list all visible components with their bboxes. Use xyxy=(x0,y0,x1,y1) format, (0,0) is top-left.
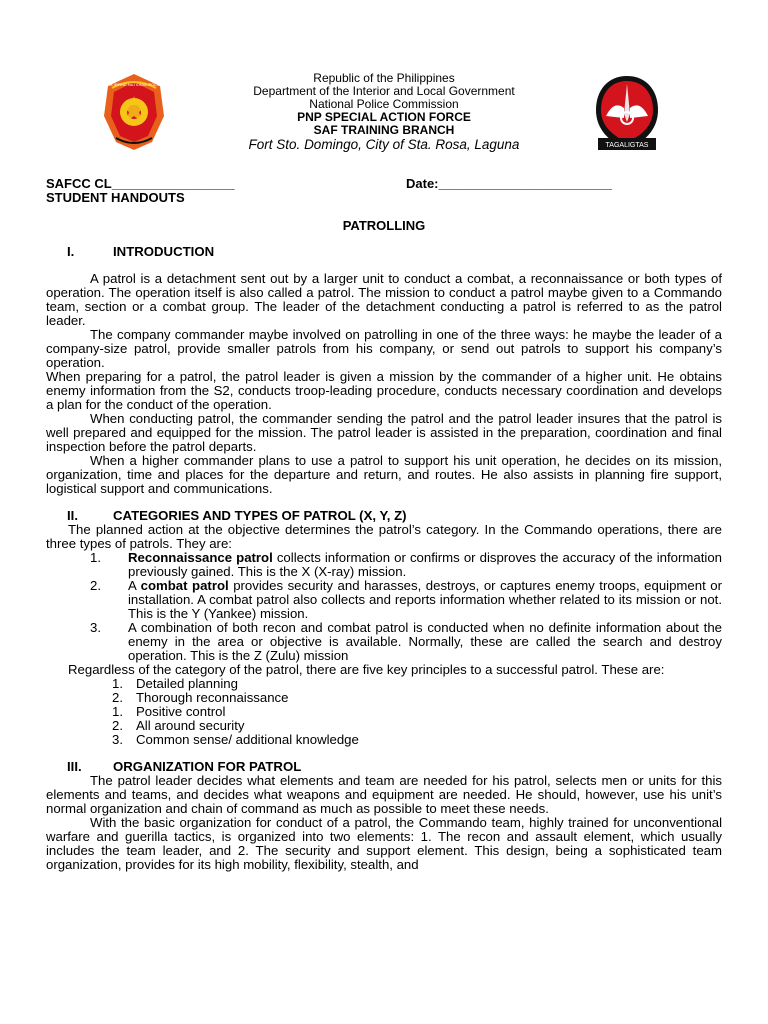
section-number: I. xyxy=(67,244,75,259)
item-text: A xyxy=(128,578,141,593)
list-number: 2. xyxy=(112,690,123,705)
list-item xyxy=(46,551,722,579)
list-item xyxy=(46,579,722,621)
list-number: 1. xyxy=(90,550,101,565)
paragraph xyxy=(46,663,722,677)
list-item xyxy=(46,719,722,733)
section-heading-organization xyxy=(46,760,722,774)
item-text: collects information or confirms or disproves the accuracy of the information previously gained. This is the X (X-ray) mission. xyxy=(128,550,722,579)
list-number: 2. xyxy=(90,578,101,593)
logo-left-lettering: PHILIPPINE NATIONAL POLICE xyxy=(104,82,164,87)
list-item xyxy=(46,691,722,705)
list-number: 1. xyxy=(112,704,123,719)
list-number: 1. xyxy=(112,676,123,691)
section-number: II. xyxy=(67,508,78,523)
header-branch: SAF TRAINING BRANCH xyxy=(313,123,455,137)
class-field: SAFCC CL_________________ xyxy=(46,176,235,191)
item-text: A combination of both recon and combat patrol is conducted when no definite information about the enemy in the area or objective is available. Normally, these are called the search and destroy operation. This is the Z (Zulu) mission xyxy=(128,620,722,663)
section-heading-categories xyxy=(46,509,722,523)
paragraph: The planned action at the objective determines the patrol’s category. In the Commando operations, there are three types of patrols. They are: xyxy=(46,522,722,551)
section-title: CATEGORIES AND TYPES OF PATROL (X, Y, Z) xyxy=(113,508,407,523)
paragraph: The patrol leader decides what elements and team are needed for his patrol, selects men or units for this elements and teams, and decides what weapons and equipment are needed. He should, however, use his unit’s normal organization and chain of command as much as possible to meet these needs. xyxy=(46,773,722,816)
header-commission: National Police Commission xyxy=(309,97,459,111)
paragraph: When preparing for a patrol, the patrol leader is given a mission by the commander of a higher unit. He obtains enemy information from the S2, conducts troop-leading procedure, conducts necessary coordination and develops a plan for the conduct of the operation. xyxy=(46,369,722,412)
item-text: provides security and harasses, destroys, or captures enemy troops, equipment or installation. A combat patrol also collects and reports information whether related to its mission or not. This is the Y (Yankee) mission. xyxy=(128,578,722,621)
principles-intro: Regardless of the category of the patrol, there are five key principles to a successful patrol. These are: xyxy=(68,662,665,677)
list-number: 3. xyxy=(90,620,101,635)
section-number: III. xyxy=(67,759,82,774)
letterhead xyxy=(180,72,588,153)
item-term: combat patrol xyxy=(140,578,229,593)
paragraph: A patrol is a detachment sent out by a larger unit to conduct a combat, a reconnaissance or both types of operation. The operation itself is also called a patrol. The mission to conduct a patrol maybe given to a Commando team, section or a combat group. The leader of the detachment conducting a patrol is referred to as the patrol leader. xyxy=(46,271,722,328)
header-address: Fort Sto. Domingo, City of Sta. Rosa, Laguna xyxy=(248,137,520,152)
list-item xyxy=(46,705,722,719)
principles-list xyxy=(46,677,722,747)
paragraph: When a higher commander plans to use a patrol to support his unit operation, he decides on its mission, organization, time and places for the departure and return, and routes. He also assists in planning fire support, logistical support and communications. xyxy=(46,453,722,496)
list-item xyxy=(46,677,722,691)
document-title: PATROLLING xyxy=(342,218,426,233)
student-handouts-label: STUDENT HANDOUTS xyxy=(46,190,185,205)
section-title: ORGANIZATION FOR PATROL xyxy=(113,759,302,774)
section-title: INTRODUCTION xyxy=(113,244,215,259)
list-item xyxy=(46,733,722,747)
saf-badge-logo xyxy=(594,74,660,152)
item-text: Detailed planning xyxy=(136,676,238,691)
item-text: Positive control xyxy=(136,704,226,719)
list-number: 3. xyxy=(112,732,123,747)
item-text: Thorough reconnaissance xyxy=(136,690,289,705)
handout-meta xyxy=(46,177,726,205)
item-text: All around security xyxy=(136,718,245,733)
patrol-types-list xyxy=(46,551,722,663)
document-body xyxy=(46,245,722,872)
header-department: Department of the Interior and Local Government xyxy=(253,84,515,98)
date-field: Date:________________________ xyxy=(406,176,613,191)
paragraph: When conducting patrol, the commander sending the patrol and the patrol leader insures that the patrol is well prepared and equipped for the mission. The patrol leader is assisted in the preparation, coordination and final inspection before the patrol departs. xyxy=(46,411,722,454)
logo-right-lettering: TAGALIGTAS xyxy=(605,142,649,149)
item-term: Reconnaissance patrol xyxy=(128,550,273,565)
pnp-seal-logo xyxy=(102,72,166,152)
list-item xyxy=(46,621,722,663)
list-number: 2. xyxy=(112,718,123,733)
header-republic: Republic of the Philippines xyxy=(313,71,455,85)
header-unit: PNP SPECIAL ACTION FORCE xyxy=(297,110,471,124)
item-text: Common sense/ additional knowledge xyxy=(136,732,359,747)
section-heading-introduction xyxy=(46,245,722,259)
paragraph: The company commander maybe involved on patrolling in one of the three ways: he maybe the leader of a company-size patrol, provide smaller patrols from his company, or send out patrols to support his company’s operation. xyxy=(46,327,722,370)
paragraph: With the basic organization for conduct of a patrol, the Commando team, highly trained for unconventional warfare and guerilla tactics, is organized into two elements: 1. The recon and assault element, which usually includes the team leader, and 2. The security and support element. This design, being a sophisticated team organization, provides for its high mobility, flexibility, stealth, and xyxy=(46,815,722,872)
